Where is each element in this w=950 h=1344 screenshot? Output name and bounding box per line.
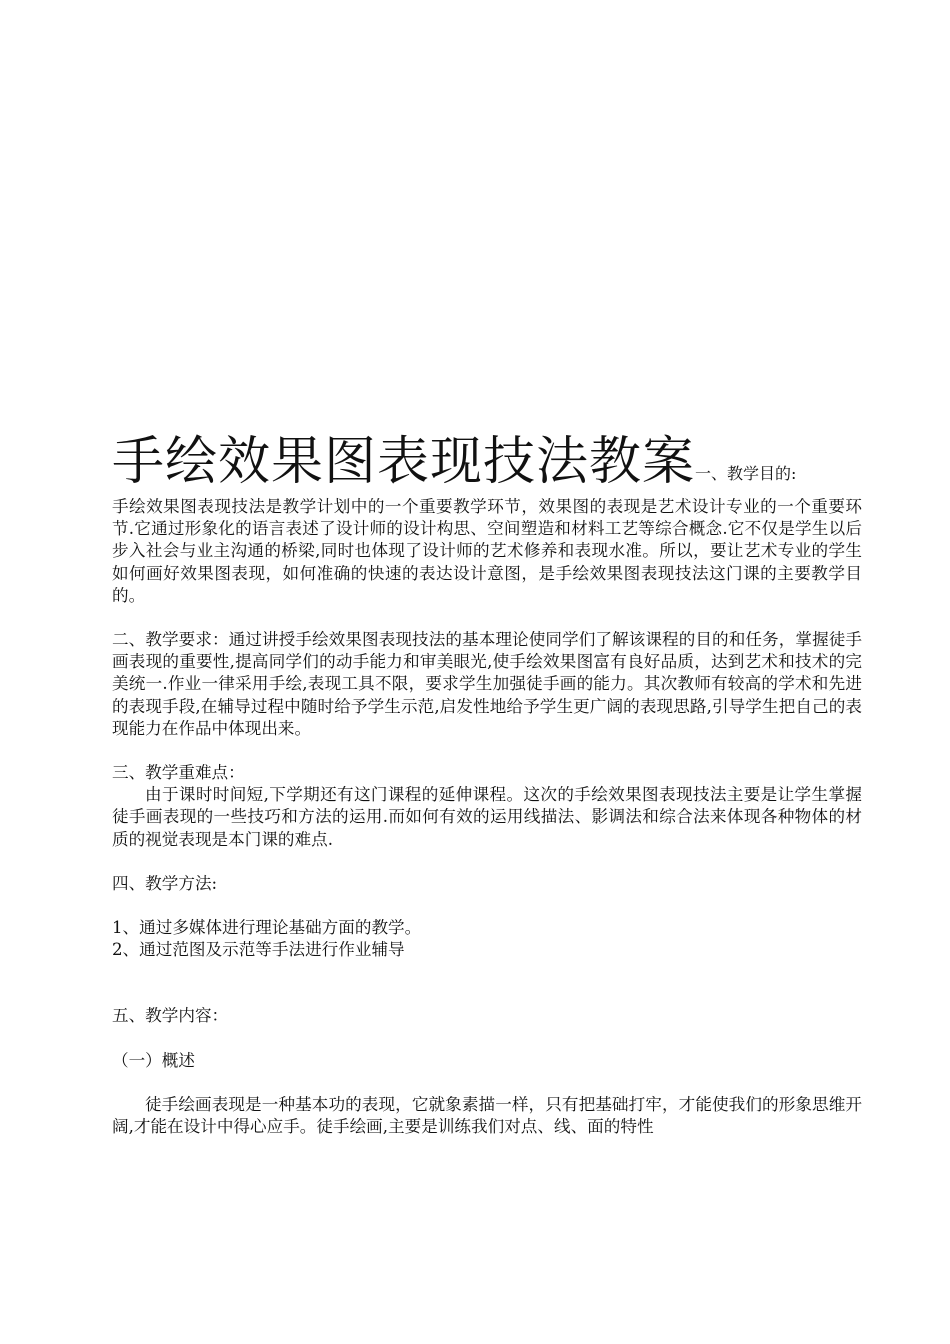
- section-2-body: 二、教学要求：通过讲授手绘效果图表现技法的基本理论使同学们了解该课程的目的和任务，掌握徒手画表现的重要性,提高同学们的动手能力和审美眼光,使手绘效果图富有良好品质，达到艺术和技术的完美统一.作业一律采用手绘,表现工具不限，要求学生加强徒手画的能力。其次教师有较高的学术和先进的表现手段,在辅导过程中随时给予学生示范,启发性地给予学生更广阔的表现思路,引导学生把自己的表现能力在作品中体现出来。: [112, 630, 862, 738]
- section-5-body: 徒手绘画表现是一种基本功的表现，它就象素描一样，只有把基础打牢，才能使我们的形象思维开阔,才能在设计中得心应手。徒手绘画,主要是训练我们对点、线、面的特性: [112, 1094, 862, 1137]
- document-title: 手绘效果图表现技法教案: [112, 432, 696, 492]
- list-item: 2、通过范图及示范等手法进行作业辅导: [112, 940, 405, 960]
- section-5-heading: 五、教学内容：: [112, 1006, 229, 1026]
- spacer: [112, 895, 862, 917]
- section-5-subheading: （一）概述: [112, 1050, 195, 1070]
- spacer: [112, 851, 862, 873]
- spacer: [112, 740, 862, 762]
- spacer: [112, 961, 862, 1005]
- spacer: [112, 1028, 862, 1050]
- section-4-heading: 四、教学方法:: [112, 873, 218, 893]
- title-line: [112, 430, 862, 496]
- spacer: [112, 607, 862, 629]
- spacer: [112, 1072, 862, 1094]
- section-1-body: 手绘效果图表现技法是教学计划中的一个重要教学环节，效果图的表现是艺术设计专业的一个重要环节.它通过形象化的语言表述了设计师的设计构思、空间塑造和材料工艺等综合概念.它不仅是学生以后步入社会与业主沟通的桥梁,同时也体现了设计师的艺术修养和表现水准。所以，要让艺术专业的学生如何画好效果图表现，如何准确的快速的表达设计意图，是手绘效果图表现技法这门课的主要教学目的。: [112, 497, 862, 605]
- section-3-heading: 三、教学重难点：: [112, 763, 245, 783]
- document-body: [112, 430, 862, 1138]
- section-1-heading: 一、教学目的:: [695, 464, 797, 483]
- list-item: 1、通过多媒体进行理论基础方面的教学。: [112, 918, 422, 938]
- section-3-body: 由于课时时间短,下学期还有这门课程的延伸课程。这次的手绘效果图表现技法主要是让学生掌握徒手画表现的一些技巧和方法的运用.而如何有效的运用线描法、影调法和综合法来体现各种物体的材质的视觉表现是本门课的难点.: [112, 785, 862, 849]
